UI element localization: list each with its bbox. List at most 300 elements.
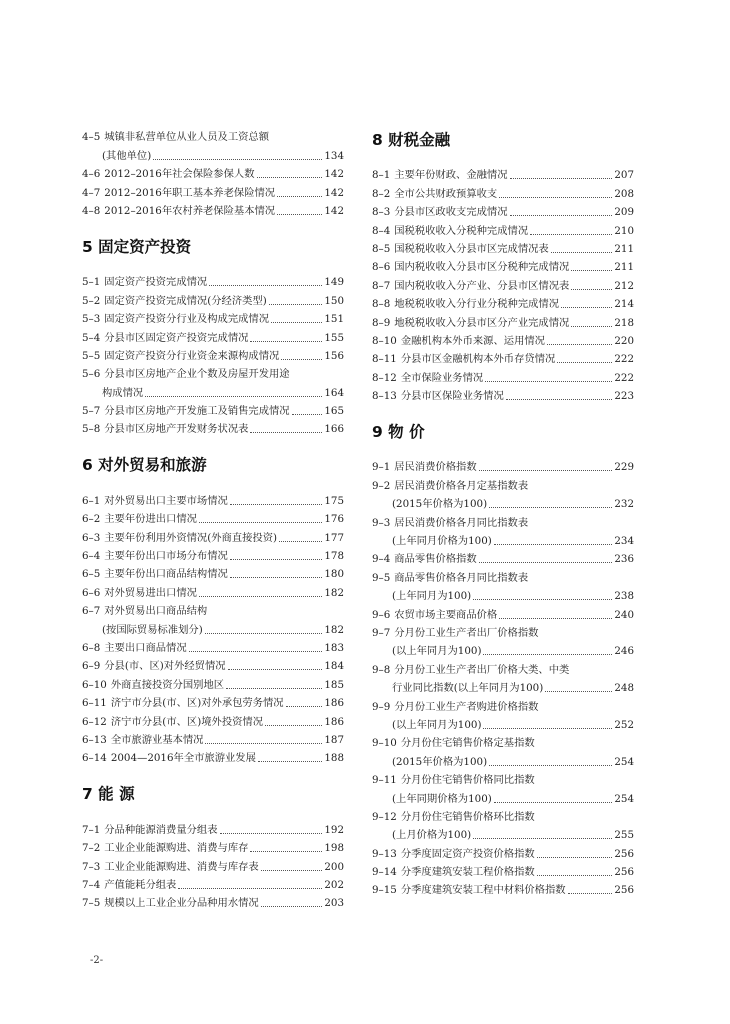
toc-entry: [372, 256, 634, 274]
toc-entry-title: 固定资产投资完成情况(分经济类型): [104, 294, 267, 307]
toc-entry-number: 4–7: [82, 186, 101, 199]
toc-entry-page: 184: [324, 660, 344, 673]
toc-entry-number: 6–9: [82, 660, 101, 673]
toc-entry-title: 分季度固定资产投资价格指数: [400, 847, 535, 860]
toc-entry-number: 8–10: [372, 334, 397, 347]
toc-entry-page: 256: [614, 847, 634, 860]
toc-entry-number: 9–6: [372, 608, 391, 621]
toc-entry-page: 151: [324, 313, 344, 326]
left-sections: [82, 218, 344, 910]
toc-entry-number: 5–6: [82, 368, 101, 381]
toc-entry-page: 256: [614, 884, 634, 897]
toc-entry-title: (按国际贸易标准划分): [102, 623, 203, 636]
toc-entry: [372, 238, 634, 256]
toc-entry-title: 居民消费价格指数: [394, 461, 477, 474]
toc-entry-title: 分县市区房地产开发财务状况表: [104, 423, 249, 436]
dot-leader: [489, 765, 612, 766]
toc-entry-page: 142: [324, 168, 344, 181]
dot-leader: [220, 833, 323, 834]
toc-entry: [372, 385, 634, 403]
dot-leader: [479, 470, 613, 471]
toc-entry: [372, 787, 634, 805]
toc-entry-title: 分季度建筑安装工程中材料价格指数: [400, 884, 566, 897]
toc-entry-page: 203: [324, 897, 344, 910]
toc-entry: [82, 181, 344, 199]
toc-entry-title: 国内税收收入分县市区分税种完成情况: [394, 261, 570, 274]
toc-entry-title: 2012–2016年职工基本养老保险情况: [104, 186, 276, 199]
left-intro-entries: [82, 126, 344, 218]
toc-entry-title: 商品零售价格指数: [394, 553, 477, 566]
toc-entry-number: 8–6: [372, 261, 391, 274]
toc-entry: [372, 769, 634, 787]
dot-leader: [277, 196, 322, 197]
toc-entry-page: 218: [614, 316, 634, 329]
toc-entry-number: 9–14: [372, 866, 397, 879]
toc-entry: [82, 747, 344, 765]
toc-entry-title: 对外贸易出口商品结构: [104, 605, 208, 618]
toc-entry-title: 地税税收收入分行业分税种完成情况: [394, 298, 560, 311]
dot-leader: [510, 215, 613, 216]
toc-entry-title: 城镇非私营单位从业人员及工资总额: [104, 131, 270, 144]
toc-entry-title: 分季度建筑安装工程价格指数: [400, 866, 535, 879]
toc-entry: [82, 526, 344, 544]
toc-entry-page: 240: [614, 608, 634, 621]
dot-leader: [545, 691, 612, 692]
toc-entry: [82, 289, 344, 307]
dot-leader: [510, 178, 613, 179]
dot-leader: [230, 559, 323, 560]
toc-entry-page: 165: [324, 405, 344, 418]
dot-leader: [230, 504, 323, 505]
dot-leader: [269, 304, 323, 305]
toc-entry: [372, 732, 634, 750]
toc-entry-page: 229: [614, 461, 634, 474]
dot-leader: [557, 362, 612, 363]
toc-entry-title: 固定资产投资分行业资金来源构成情况: [104, 349, 280, 362]
toc-entry-title: 行业同比指数(以上年同月为100): [392, 682, 544, 695]
dot-leader: [199, 522, 322, 523]
toc-entry-title: 分县市区房地产开发施工及销售完成情况: [104, 405, 290, 418]
toc-entry-page: 238: [614, 590, 634, 603]
toc-entry-number: 5–4: [82, 331, 101, 344]
toc-entry: [82, 655, 344, 673]
toc-entry: [372, 842, 634, 860]
toc-entry-number: 5–5: [82, 349, 101, 362]
toc-entry-page: 254: [614, 755, 634, 768]
toc-entry-page: 142: [324, 186, 344, 199]
toc-entry-title: 分月份住宅销售价格同比指数: [400, 774, 535, 787]
toc-entry-title: 分月份工业生产者出厂价格大类、中类: [394, 663, 570, 676]
toc-entry-page: 222: [614, 353, 634, 366]
toc-entry: [82, 729, 344, 747]
section-title: 7 能 源: [82, 785, 135, 804]
toc-entry-number: 6–2: [82, 513, 101, 526]
toc-entry-title: 分县市区固定资产投资完成情况: [104, 331, 249, 344]
dot-leader: [199, 596, 322, 597]
toc-entry: [372, 824, 634, 842]
toc-entry-page: 223: [614, 390, 634, 403]
toc-entry-number: 8–12: [372, 371, 397, 384]
dot-leader: [281, 359, 322, 360]
toc-entry-title: 分县市区政收支完成情况: [394, 206, 508, 219]
toc-entry: [372, 530, 634, 548]
toc-entry-title: 农贸市场主要商品价格: [394, 608, 498, 621]
toc-entry-page: 211: [614, 261, 634, 274]
toc-entry-page: 142: [324, 204, 344, 217]
toc-entry-number: 9–8: [372, 663, 391, 676]
right-column: [372, 128, 634, 897]
toc-entry-title: 固定资产投资分行业及构成完成情况: [104, 313, 270, 326]
toc-entry-number: 6–5: [82, 568, 101, 581]
toc-entry-number: 7–2: [82, 842, 101, 855]
dot-leader: [205, 633, 323, 634]
toc-entry-number: 5–8: [82, 423, 101, 436]
toc-entry-number: 9–15: [372, 884, 397, 897]
toc-entry: [372, 366, 634, 384]
toc-entry-title: (其他单位): [102, 149, 152, 162]
toc-entry-number: 8–1: [372, 169, 391, 182]
toc-entry: [82, 163, 344, 181]
dot-leader: [250, 432, 322, 433]
toc-entry-number: 5–1: [82, 276, 101, 289]
toc-entry: [82, 200, 344, 218]
toc-entry-title: 对外贸易出口主要市场情况: [104, 494, 228, 507]
dot-leader: [230, 577, 323, 578]
toc-entry-title: 济宁市分县(市、区)境外投资情况: [110, 715, 264, 728]
dot-leader: [499, 197, 612, 198]
dot-leader: [258, 761, 322, 762]
toc-entry-title: 产值能耗分组表: [104, 878, 177, 891]
toc-entry-page: 207: [614, 169, 634, 182]
dot-leader: [286, 706, 323, 707]
toc-entry-title: 外商直接投资分国别地区: [110, 678, 225, 691]
toc-entry: [82, 363, 344, 381]
toc-entry-title: (2015年价格为100): [392, 755, 488, 768]
toc-entry-page: 214: [614, 298, 634, 311]
toc-entry-number: 9–3: [372, 516, 391, 529]
dot-leader: [205, 743, 322, 744]
dot-leader: [271, 322, 322, 323]
toc-entry-number: 8–2: [372, 187, 391, 200]
toc-entry-page: 236: [614, 553, 634, 566]
dot-leader: [153, 159, 322, 160]
toc-entry-title: (2015年价格为100): [392, 498, 488, 511]
toc-entry: [372, 603, 634, 621]
toc-entry-page: 255: [614, 829, 634, 842]
toc-entry: [372, 658, 634, 676]
toc-entry-title: (以上年同月为100): [392, 645, 482, 658]
dot-leader: [571, 270, 612, 271]
dot-leader: [571, 289, 612, 290]
toc-entry-title: (上年同月价格为100): [392, 535, 492, 548]
dot-leader: [250, 341, 322, 342]
toc-entry-number: 6–10: [82, 678, 107, 691]
toc-entry-title: 主要出口商品情况: [104, 641, 187, 654]
dot-leader: [209, 285, 322, 286]
toc-entry: [372, 861, 634, 879]
toc-entry-page: 252: [614, 718, 634, 731]
toc-entry: [82, 892, 344, 910]
toc-entry-title: 全市保险业务情况: [400, 371, 484, 384]
toc-entry-title: 分月份工业生产者购进价格指数: [394, 700, 539, 713]
dot-leader: [537, 857, 613, 858]
toc-entry-title: 济宁市分县(市、区)对外承包劳务情况: [110, 697, 284, 710]
toc-entry-title: 金融机构本外币来源、运用情况: [400, 334, 545, 347]
toc-entry-page: 200: [324, 860, 344, 873]
toc-entry-number: 4–6: [82, 168, 101, 181]
toc-entry: [372, 164, 634, 182]
toc-entry: [372, 511, 634, 529]
toc-entry-page: 210: [614, 224, 634, 237]
toc-entry-page: 183: [324, 641, 344, 654]
dot-leader: [473, 838, 612, 839]
toc-entry: [82, 581, 344, 599]
toc-entry-title: 主要年份出口商品结构情况: [104, 568, 228, 581]
dot-leader: [261, 870, 323, 871]
toc-entry-title: 2012–2016年农村养老保险基本情况: [104, 204, 276, 217]
toc-entry-title: 国内税收收入分产业、分县市区情况表: [394, 279, 570, 292]
toc-entry: [372, 348, 634, 366]
toc-entry: [372, 182, 634, 200]
toc-entry-number: 4–5: [82, 131, 101, 144]
left-column: [82, 126, 344, 910]
toc-entry-number: 9–2: [372, 479, 391, 492]
dot-leader: [530, 234, 612, 235]
toc-entry-number: 9–7: [372, 626, 391, 639]
dot-leader: [257, 177, 323, 178]
toc-entry-number: 9–13: [372, 847, 397, 860]
toc-entry-title: 主要年份出口市场分布情况: [104, 550, 228, 563]
dot-leader: [250, 851, 322, 852]
section-title: 5 固定资产投资: [82, 237, 192, 256]
toc-entry: [82, 618, 344, 636]
toc-entry-number: 6–12: [82, 715, 107, 728]
toc-entry-number: 9–9: [372, 700, 391, 713]
toc-entry-page: 209: [614, 206, 634, 219]
toc-entry-page: 187: [324, 733, 344, 746]
dot-leader: [279, 541, 322, 542]
toc-entry-number: 5–3: [82, 313, 101, 326]
toc-entry-title: 主要年份进出口情况: [104, 513, 197, 526]
toc-entry: [82, 563, 344, 581]
toc-entry-page: 185: [324, 678, 344, 691]
toc-entry: [82, 600, 344, 618]
toc-entry-number: 4–8: [82, 204, 101, 217]
toc-entry-page: 149: [324, 276, 344, 289]
toc-entry-title: 固定资产投资完成情况: [104, 276, 208, 289]
toc-entry: [372, 293, 634, 311]
toc-entry-page: 176: [324, 513, 344, 526]
toc-entry-title: 分县市区房地产企业个数及房屋开发用途: [104, 368, 290, 381]
toc-entry-title: 分月份工业生产者出厂价格指数: [394, 626, 539, 639]
toc-entry: [372, 311, 634, 329]
toc-entry-title: 分县市区保险业务情况: [400, 390, 504, 403]
toc-entry: [372, 219, 634, 237]
toc-entry-title: 国税税收收入分税种完成情况: [394, 224, 529, 237]
section-title: 6 对外贸易和旅游: [82, 456, 207, 475]
dot-leader: [547, 344, 612, 345]
toc-entry-page: 192: [324, 823, 344, 836]
toc-entry: [82, 837, 344, 855]
toc-entry-title: (以上年同月为100): [392, 718, 482, 731]
toc-entry-title: 分月份住宅销售价格定基指数: [400, 737, 535, 750]
toc-entry-number: 6–3: [82, 531, 101, 544]
toc-entry: [372, 274, 634, 292]
toc-entry: [82, 308, 344, 326]
dot-leader: [571, 326, 612, 327]
toc-entry: [372, 640, 634, 658]
toc-entry-page: 150: [324, 294, 344, 307]
toc-entry-page: 164: [324, 386, 344, 399]
toc-entry-title: 商品零售价格各月同比指数表: [394, 571, 529, 584]
toc-entry-number: 5–2: [82, 294, 101, 307]
toc-entry-title: 全市旅游业基本情况: [110, 733, 204, 746]
toc-entry-page: 208: [614, 187, 634, 200]
toc-entry-page: 212: [614, 279, 634, 292]
toc-entry-title: 主要年份利用外资情况(外商直接投资): [104, 531, 278, 544]
toc-entry: [82, 326, 344, 344]
toc-entry: [372, 677, 634, 695]
toc-entry: [82, 489, 344, 507]
toc-entry-title: 主要年份财政、金融情况: [394, 169, 508, 182]
toc-entry-number: 7–3: [82, 860, 101, 873]
dot-leader: [277, 214, 322, 215]
toc-entry-title: 2012–2016年社会保险参保人数: [104, 168, 255, 181]
toc-entry-page: 182: [324, 586, 344, 599]
toc-entry: [372, 622, 634, 640]
toc-entry: [372, 493, 634, 511]
toc-entry-page: 254: [614, 792, 634, 805]
toc-entry: [82, 381, 344, 399]
toc-entry: [82, 818, 344, 836]
toc-entry-page: 202: [324, 878, 344, 891]
toc-entry-title: 地税税收收入分县市区分产业完成情况: [394, 316, 570, 329]
toc-entry: [372, 548, 634, 566]
toc-entry: [372, 456, 634, 474]
dot-leader: [489, 507, 612, 508]
toc-entry-number: 6–6: [82, 586, 101, 599]
toc-entry-page: 155: [324, 331, 344, 344]
dot-leader: [261, 906, 323, 907]
toc-entry-number: 8–13: [372, 390, 397, 403]
toc-entry-page: 166: [324, 423, 344, 436]
dot-leader: [494, 802, 613, 803]
toc-entry-title: (上月价格为100): [392, 829, 472, 842]
toc-entry-number: 9–11: [372, 774, 397, 787]
toc-entry-page: 178: [324, 550, 344, 563]
toc-entry-title: 全市公共财政预算收支: [394, 187, 498, 200]
toc-entry-page: 222: [614, 371, 634, 384]
toc-entry: [82, 418, 344, 436]
dot-leader: [145, 396, 322, 397]
right-sections: [372, 128, 634, 897]
toc-entry-number: 7–1: [82, 823, 101, 836]
section-title: 9 物 价: [372, 423, 425, 442]
section-title: 8 财税金融: [372, 131, 451, 149]
toc-entry: [372, 879, 634, 897]
toc-entry-number: 6–8: [82, 641, 101, 654]
toc-entry-page: 256: [614, 866, 634, 879]
dot-leader: [178, 888, 322, 889]
toc-entry-page: 248: [614, 682, 634, 695]
toc-entry: [82, 855, 344, 873]
toc-entry: [372, 695, 634, 713]
toc-entry-number: 6–7: [82, 605, 101, 618]
toc-entry-page: 177: [324, 531, 344, 544]
toc-entry: [82, 508, 344, 526]
toc-entry: [82, 271, 344, 289]
toc-entry: [82, 637, 344, 655]
toc-entry: [372, 585, 634, 603]
dot-leader: [561, 307, 612, 308]
toc-entry-number: 6–13: [82, 733, 107, 746]
toc-entry-title: 居民消费价格各月同比指数表: [394, 516, 529, 529]
toc-entry-title: 国税税收收入分县市区完成情况表: [394, 242, 549, 255]
toc-entry-title: 居民消费价格各月定基指数表: [394, 479, 529, 492]
toc-entry-title: 分品种能源消费量分组表: [104, 823, 218, 836]
toc-entry-number: 9–12: [372, 810, 397, 823]
toc-entry: [82, 673, 344, 691]
toc-entry: [82, 144, 344, 162]
toc-entry-number: 7–5: [82, 897, 101, 910]
toc-entry: [372, 330, 634, 348]
toc-entry-page: 134: [324, 149, 344, 162]
toc-entry-number: 9–5: [372, 571, 391, 584]
toc-entry-number: 8–9: [372, 316, 391, 329]
dot-leader: [483, 654, 612, 655]
toc-entry: [82, 545, 344, 563]
toc-entry-title: (上年同期价格为100): [392, 792, 492, 805]
toc-entry-page: 234: [614, 535, 634, 548]
toc-entry-title: 分县(市、区)对外经贸情况: [104, 660, 226, 673]
dot-leader: [551, 252, 613, 253]
dot-leader: [506, 399, 613, 400]
toc-entry-page: 211: [614, 242, 634, 255]
dot-leader: [494, 544, 613, 545]
dot-leader: [265, 725, 322, 726]
toc-entry-title: 规模以上工业企业分品种用水情况: [104, 897, 259, 910]
toc-entry-number: 9–4: [372, 553, 391, 566]
toc-entry: [372, 714, 634, 732]
toc-entry-title: 对外贸易进出口情况: [104, 586, 197, 599]
toc-entry-page: 246: [614, 645, 634, 658]
toc-entry: [372, 566, 634, 584]
toc-entry-number: 8–3: [372, 206, 391, 219]
toc-entry: [82, 345, 344, 363]
dot-leader: [479, 562, 613, 563]
toc-entry-title: (上年同月为100): [392, 590, 472, 603]
toc-entry-page: 198: [324, 842, 344, 855]
toc-entry-title: 工业企业能源购进、消费与库存: [104, 842, 249, 855]
dot-leader: [485, 381, 612, 382]
toc-entry-title: 工业企业能源购进、消费与库存表: [104, 860, 259, 873]
dot-leader: [568, 893, 613, 894]
toc-entry-number: 6–11: [82, 697, 107, 710]
toc-entry-number: 8–7: [372, 279, 391, 292]
toc-entry-page: 186: [324, 697, 344, 710]
toc-entry: [82, 126, 344, 144]
dot-leader: [226, 688, 322, 689]
toc-entry-number: 8–11: [372, 353, 397, 366]
toc-entry-number: 7–4: [82, 878, 101, 891]
toc-entry: [82, 874, 344, 892]
toc-entry-page: 175: [324, 494, 344, 507]
toc-entry-page: 156: [324, 349, 344, 362]
dot-leader: [537, 875, 613, 876]
toc-entry-number: 6–4: [82, 550, 101, 563]
toc-entry-number: 8–5: [372, 242, 391, 255]
toc-entry-number: 5–7: [82, 405, 101, 418]
